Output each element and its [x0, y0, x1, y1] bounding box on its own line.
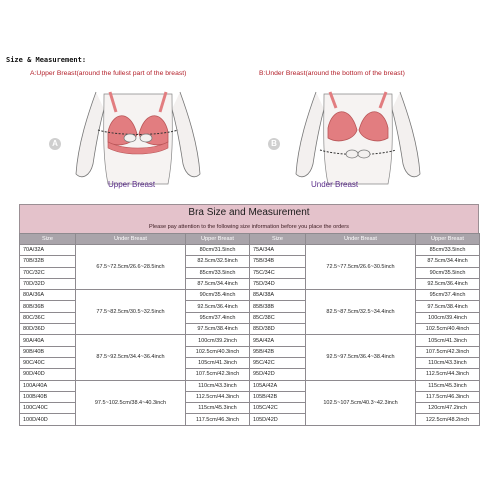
table-subtitle: Please pay attention to the following size information before you place the orders	[19, 221, 479, 233]
upper-breast-cell: 110cm/43.3inch	[416, 357, 480, 368]
size-cell: 95A/42A	[250, 335, 306, 346]
size-cell: 80D/36D	[20, 324, 76, 335]
size-cell: 85A/38A	[250, 290, 306, 301]
size-cell: 85B/38B	[250, 301, 306, 312]
size-grid	[19, 233, 480, 426]
size-cell: 70A/32A	[20, 245, 76, 256]
table-title: Bra Size and Measurement	[19, 204, 479, 221]
upper-breast-cell: 115cm/45.3inch	[186, 403, 250, 414]
size-cell: 80A/36A	[20, 290, 76, 301]
upper-breast-cell: 102.5cm/40.4inch	[416, 324, 480, 335]
size-cell: 70C/32C	[20, 267, 76, 278]
under-breast-range: 67.5~72.5cm/26.6~28.5inch	[76, 245, 186, 290]
marker-a: A	[49, 138, 61, 150]
upper-breast-cell: 80cm/31.5inch	[186, 245, 250, 256]
upper-breast-cell: 97.5cm/38.4inch	[186, 324, 250, 335]
table-row	[20, 335, 480, 346]
size-cell: 80C/36C	[20, 312, 76, 323]
upper-breast-label: Upper Breast	[108, 180, 156, 189]
table-row	[20, 290, 480, 301]
size-cell: 100B/40B	[20, 391, 76, 402]
section-heading: Size & Measurement:	[6, 56, 87, 64]
upper-breast-cell: 85cm/33.5inch	[416, 245, 480, 256]
under-breast-range: 97.5~102.5cm/38.4~40.3inch	[76, 380, 186, 425]
table-row	[20, 245, 480, 256]
size-cell: 95D/42D	[250, 369, 306, 380]
upper-breast-cell: 95cm/37.4inch	[186, 312, 250, 323]
size-cell: 75A/34A	[250, 245, 306, 256]
under-breast-range: 87.5~92.5cm/34.4~36.4inch	[76, 335, 186, 380]
size-cell: 80B/36B	[20, 301, 76, 312]
header-size-left: Size	[20, 234, 76, 245]
table-body	[20, 245, 480, 426]
size-cell: 75D/34D	[250, 278, 306, 289]
upper-breast-cell: 100cm/39.4inch	[416, 312, 480, 323]
upper-breast-cell: 107.5cm/42.3inch	[416, 346, 480, 357]
upper-breast-cell: 100cm/39.2inch	[186, 335, 250, 346]
under-breast-label: Under Breast	[311, 180, 359, 189]
size-cell: 100A/40A	[20, 380, 76, 391]
upper-breast-cell: 107.5cm/42.3inch	[186, 369, 250, 380]
under-breast-range: 92.5~97.5cm/36.4~38.4inch	[306, 335, 416, 380]
under-breast-range: 72.5~77.5cm/26.6~30.5inch	[306, 245, 416, 290]
under-breast-range: 77.5~82.5cm/30.5~32.5inch	[76, 290, 186, 335]
table-row	[20, 380, 480, 391]
upper-breast-cell: 122.5cm/48.2inch	[416, 414, 480, 425]
upper-breast-cell: 117.5cm/46.3inch	[416, 391, 480, 402]
size-cell: 105B/42B	[250, 391, 306, 402]
upper-breast-cell: 82.5cm/32.5inch	[186, 256, 250, 267]
upper-breast-caption: A:Upper Breast(around the fullest part of the breast)	[30, 70, 187, 77]
size-cell: 100D/40D	[20, 414, 76, 425]
upper-breast-cell: 85cm/33.5inch	[186, 267, 250, 278]
header-upper-right: Upper Breast	[416, 234, 480, 245]
upper-breast-cell: 117.5cm/46.3inch	[186, 414, 250, 425]
upper-breast-cell: 92.5cm/36.4inch	[416, 278, 480, 289]
size-cell: 105D/42D	[250, 414, 306, 425]
upper-breast-cell: 90cm/35.4inch	[186, 290, 250, 301]
size-table	[19, 204, 479, 423]
upper-breast-cell: 92.5cm/36.4inch	[186, 301, 250, 312]
header-under-right: Under Breast	[306, 234, 416, 245]
under-breast-illustration	[258, 84, 458, 192]
upper-breast-cell: 105cm/41.3inch	[186, 357, 250, 368]
under-breast-caption: B:Under Breast(around the bottom of the breast)	[259, 70, 405, 77]
upper-breast-cell: 112.5cm/44.3inch	[416, 369, 480, 380]
table-header-row	[20, 234, 480, 245]
upper-breast-cell: 87.5cm/34.4inch	[186, 278, 250, 289]
header-size-right: Size	[250, 234, 306, 245]
upper-breast-cell: 110cm/43.3inch	[186, 380, 250, 391]
size-cell: 70D/32D	[20, 278, 76, 289]
under-breast-range: 102.5~107.5cm/40.3~42.3inch	[306, 380, 416, 425]
size-cell: 75C/34C	[250, 267, 306, 278]
size-cell: 95B/42B	[250, 346, 306, 357]
upper-breast-cell: 90cm/35.5inch	[416, 267, 480, 278]
upper-breast-illustration	[38, 84, 238, 192]
size-cell: 95C/42C	[250, 357, 306, 368]
header-under-left: Under Breast	[76, 234, 186, 245]
size-cell: 90D/40D	[20, 369, 76, 380]
size-cell: 105C/42C	[250, 403, 306, 414]
upper-breast-cell: 102.5cm/40.3inch	[186, 346, 250, 357]
size-cell: 90A/40A	[20, 335, 76, 346]
upper-breast-cell: 95cm/37.4inch	[416, 290, 480, 301]
size-cell: 85D/38D	[250, 324, 306, 335]
upper-breast-cell: 87.5cm/34.4inch	[416, 256, 480, 267]
size-cell: 90B/40B	[20, 346, 76, 357]
under-breast-range: 82.5~87.5cm/32.5~34.4inch	[306, 290, 416, 335]
size-cell: 90C/40C	[20, 357, 76, 368]
size-cell: 70B/32B	[20, 256, 76, 267]
upper-breast-cell: 97.5cm/38.4inch	[416, 301, 480, 312]
upper-breast-cell: 112.5cm/44.3inch	[186, 391, 250, 402]
size-cell: 75B/34B	[250, 256, 306, 267]
upper-breast-cell: 120cm/47.2inch	[416, 403, 480, 414]
upper-breast-cell: 105cm/41.3inch	[416, 335, 480, 346]
size-cell: 100C/40C	[20, 403, 76, 414]
size-cell: 105A/42A	[250, 380, 306, 391]
marker-b: B	[268, 138, 280, 150]
size-cell: 85C/38C	[250, 312, 306, 323]
upper-breast-cell: 115cm/45.3inch	[416, 380, 480, 391]
header-upper-left: Upper Breast	[186, 234, 250, 245]
